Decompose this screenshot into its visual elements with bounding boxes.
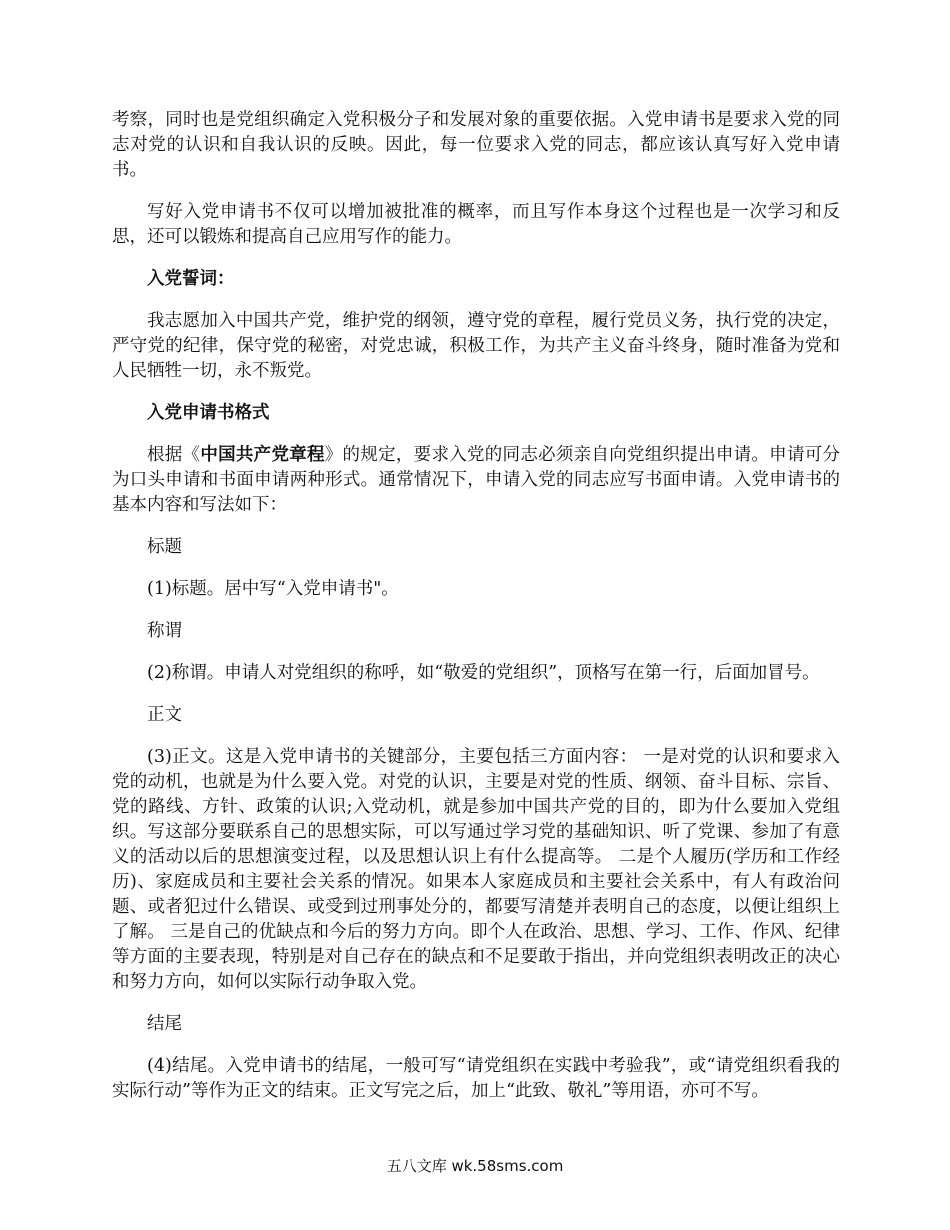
oath-text: 我志愿加入中国共产党，维护党的纲领，遵守党的章程，履行党员义务，执行党的决定，严守党的纪律，保守党的秘密，对党忠诚，积极工作，为共产主义奋斗终身，随时准备为党和人民牺牲一切，永不叛党。	[112, 311, 840, 381]
format-intro-after: 》的规定，要求入党的同志必须亲自向党组织提出申请。申请可分为口头申请和书面申请两种形式。通常情况下，申请入党的同志应写书面申请。入党申请书的基本内容和写法如下：	[112, 445, 841, 515]
paragraph-benefit: 写好入党申请书不仅可以增加被批准的概率，而且写作本身这个过程也是一次学习和反思，还可以锻炼和提高自己应用写作的能力。	[112, 202, 840, 247]
body-label: 正文	[147, 705, 182, 725]
salutation-text: (2)称谓。申请人对党组织的称呼，如“敬爱的党组织”，顶格写在第一行，后面加冒号。	[147, 663, 820, 683]
format-heading: 入党申请书格式	[147, 403, 270, 423]
format-intro-before: 根据《	[147, 445, 201, 465]
document-body	[112, 108, 840, 1121]
ending-text: (4)结尾。入党申请书的结尾，一般可写“请党组织在实践中考验我”，或“请党组织看我的实际行动”等作为正文的结束。正文写完之后，加上“此致、敬礼”等用语，亦可不写。	[112, 1056, 840, 1101]
title-label: 标题	[147, 537, 182, 557]
oath-heading: 入党誓词：	[147, 269, 235, 289]
body-text: (3)正文。这是入党申请书的关键部分，主要包括三方面内容： 一是对党的认识和要求入党的动机，也就是为什么要入党。对党的认识，主要是对党的性质、纲领、奋斗目标、宗旨、党的路线、方针、政策的认识;入党动机，就是参加中国共产党的目的，即为什么要加入党组织。写这部分要联系自己的思想实际，可以写通过学习党的基础知识、听了党课、参加了有意义的活动以后的思想演变过程，以及思想认识上有什么提高等。 二是个人履历(学历和工作经历)、家庭成员和主要社会关系的情况。如果本人家庭成员和主要社会关系中，有人有政治问题、或者犯过什么错误、或受到过刑事处分的，都要写清楚并表明自己的态度，以便让组织上了解。 三是自己的优缺点和今后的努力方向。即个人在政治、思想、学习、工作、作风、纪律等方面的主要表现，特别是对自己存在的缺点和不足要敢于指出，并向党组织表明改正的决心和努力方向，如何以实际行动争取入党。	[112, 747, 840, 992]
salutation-label: 称谓	[147, 621, 182, 641]
footer-site-name: 五八文库 wk.58sms.com	[386, 1157, 564, 1175]
ending-label: 结尾	[147, 1014, 182, 1034]
party-constitution-title: 中国共产党章程	[200, 445, 325, 465]
title-text: (1)标题。居中写“入党申请书"。	[147, 579, 399, 599]
paragraph-intro: 考察，同时也是党组织确定入党积极分子和发展对象的重要依据。入党申请书是要求入党的同志对党的认识和自我认识的反映。因此，每一位要求入党的同志，都应该认真写好入党申请书。	[112, 110, 840, 180]
format-intro	[112, 443, 840, 518]
